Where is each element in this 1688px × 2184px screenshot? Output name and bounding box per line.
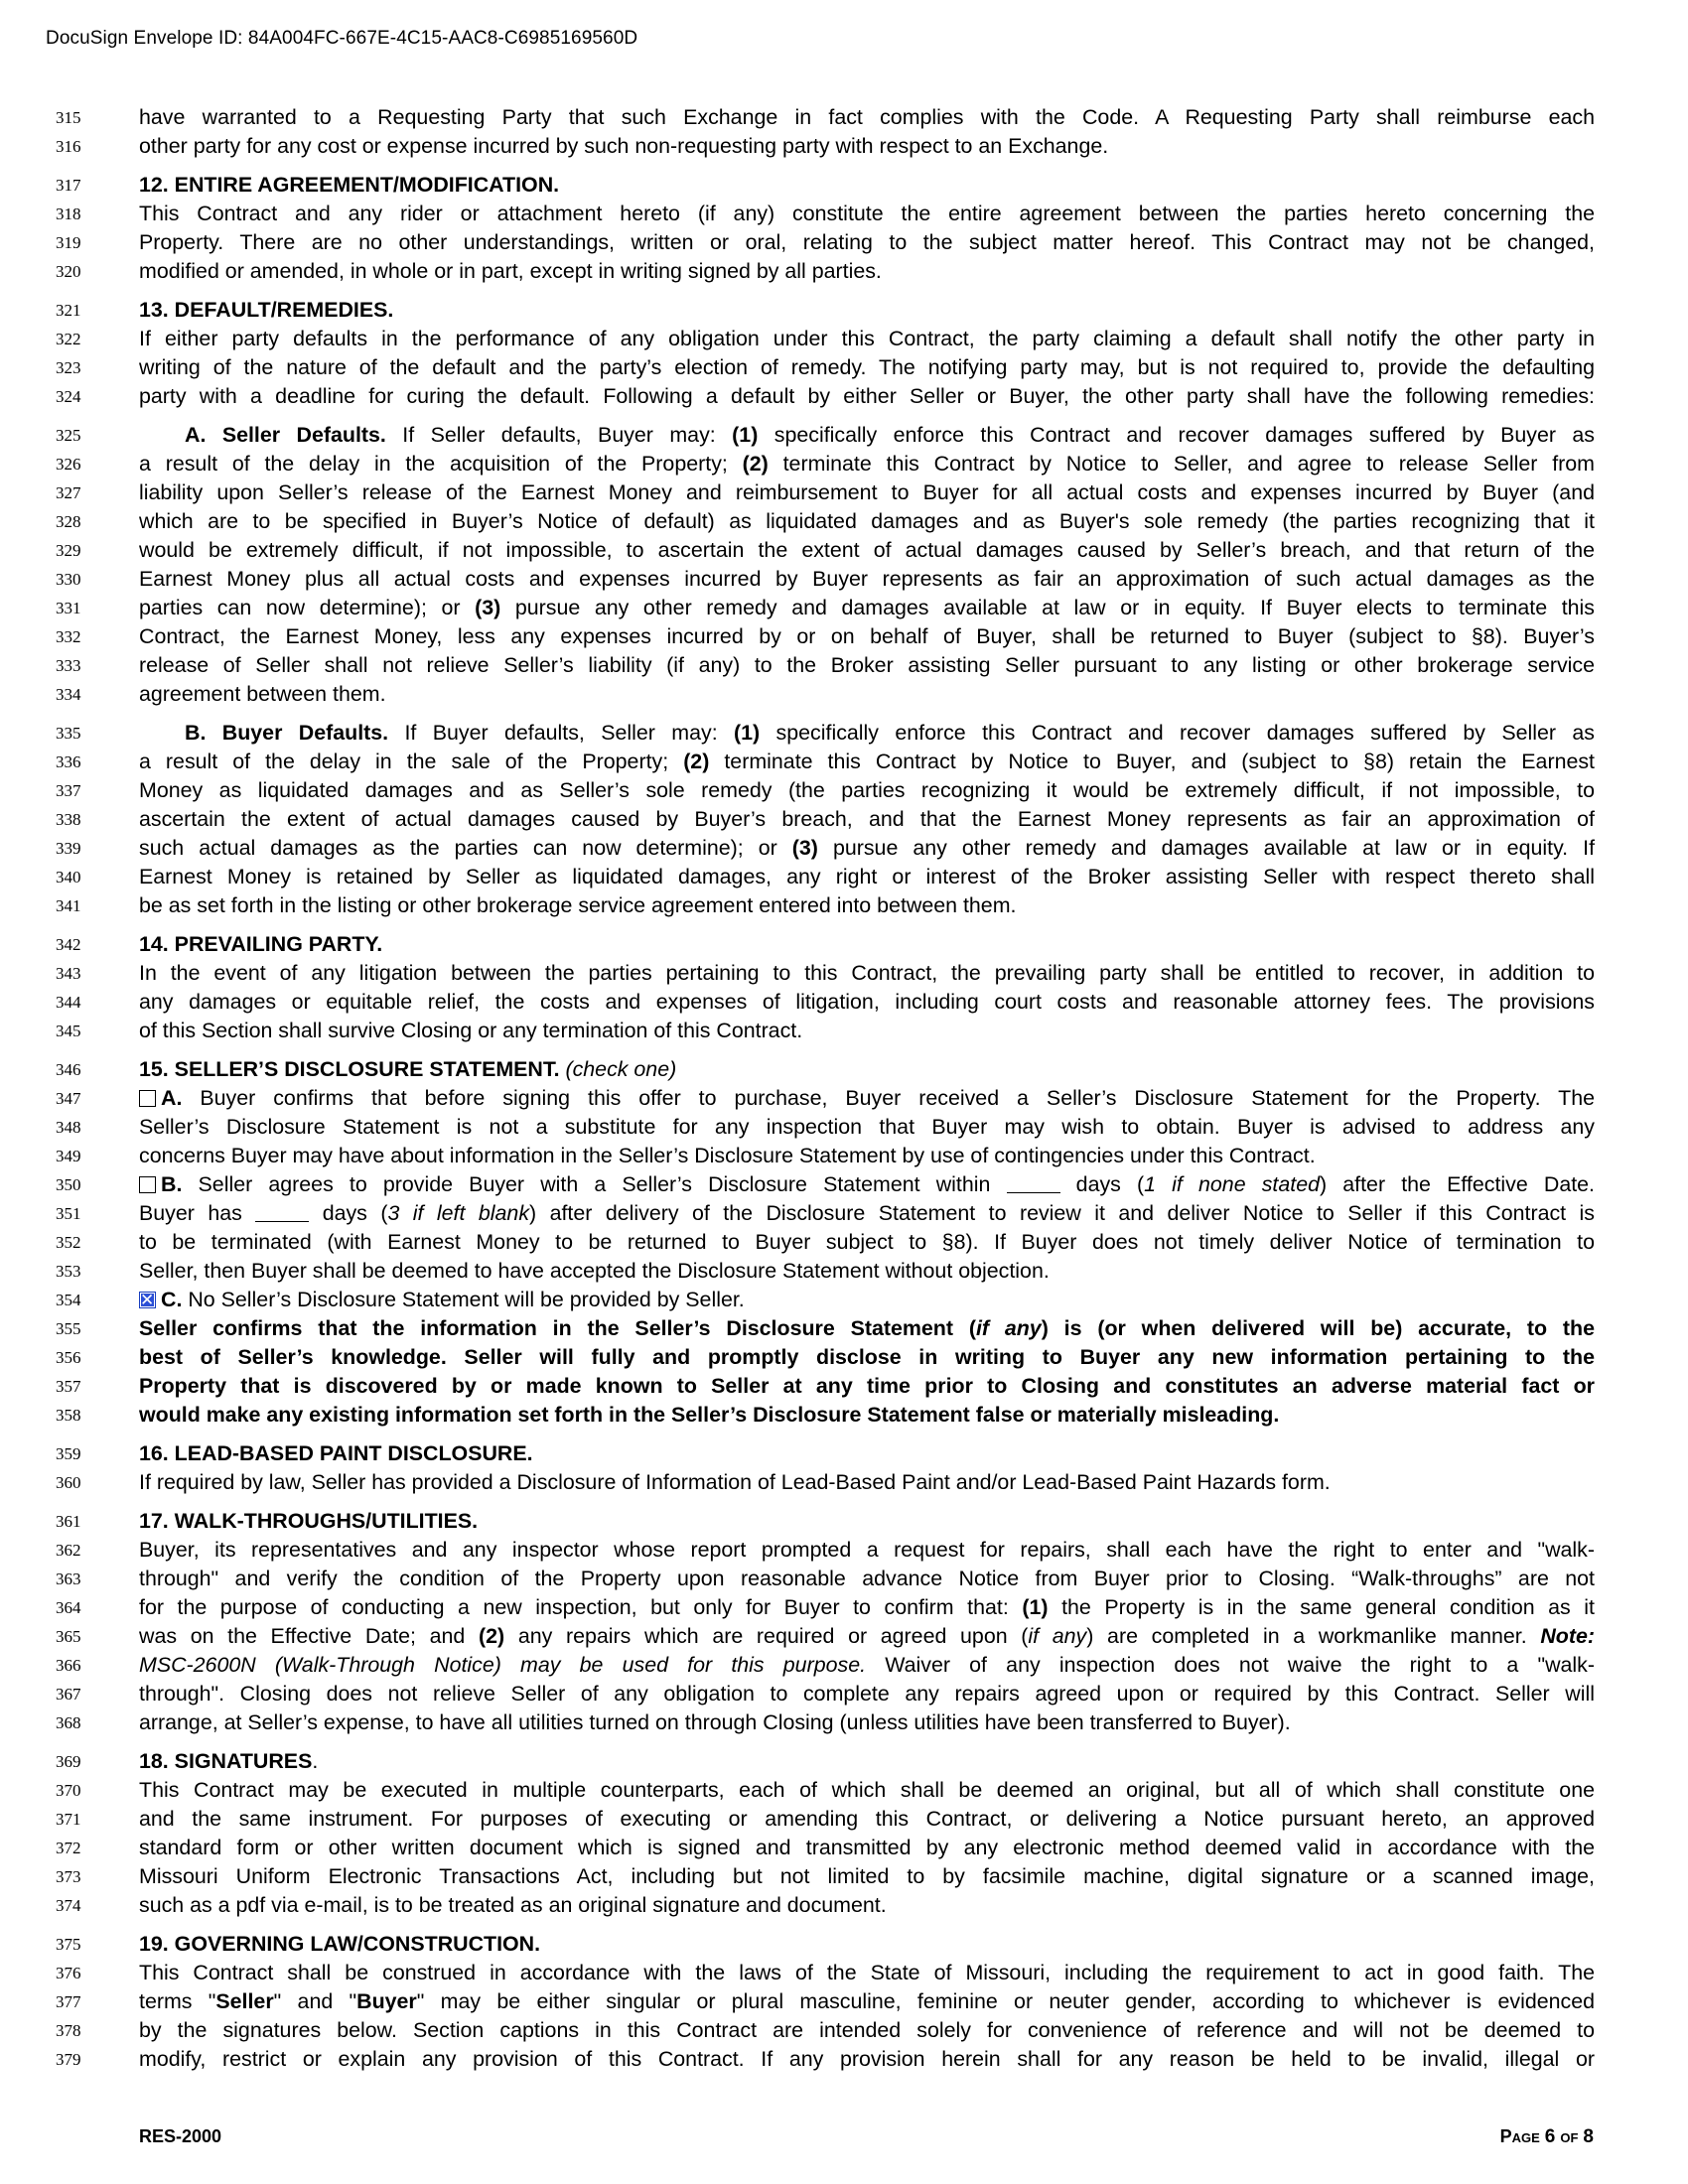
line-338: 338 ascertain the extent of actual damages caused by Buyer’s breach, and that the Earnest Money represents as fair an approximation of xyxy=(56,807,1595,831)
line-349: 349 concerns Buyer may have about information in the Seller’s Disclosure Statement by use of contingencies under this Contract. xyxy=(56,1144,1316,1167)
line-343: 343 In the event of any litigation between the parties pertaining to this Contract, the prevailing party shall be entitled to recover, in addition to xyxy=(56,961,1595,985)
line-339: 339 such actual damages as the parties can now determine); or (3) pursue any other remedy and damages available at law or in equity. If xyxy=(56,836,1596,860)
checkbox-option-a[interactable] xyxy=(139,1090,156,1107)
page-number: Page 6 of 8 xyxy=(1499,2126,1594,2147)
line-341: 341 be as set forth in the listing or other brokerage service agreement entered into between them. xyxy=(56,893,1017,917)
section-12-heading: 317 12. ENTIRE AGREEMENT/MODIFICATION. xyxy=(56,173,560,197)
line-372: 372 standard form or other written document which is signed and transmitted by any electronic method deemed valid in accordance with the xyxy=(56,1836,1595,1859)
line-319: 319 Property. There are no other understandings, written or oral, relating to the subject matter hereof. This Contract may not be changed, xyxy=(56,230,1595,254)
line-367: 367 through". Closing does not relieve Seller of any obligation to complete any repairs agreed upon or required by this Contract. Seller will xyxy=(56,1682,1595,1706)
line-358: 358 would make any existing information set forth in the Seller’s Disclosure Statement false or materially misleading. xyxy=(56,1403,1280,1427)
review-days-blank[interactable] xyxy=(255,1203,309,1222)
line-344: 344 any damages or equitable relief, the costs and expenses of litigation, including court costs and reasonable attorney fees. The provisions xyxy=(56,990,1595,1014)
line-376: 376 This Contract shall be construed in accordance with the laws of the State of Missouri, including the requirement to act in good faith. The xyxy=(56,1961,1595,1984)
contract-page xyxy=(0,103,1688,2074)
disclosure-days-blank[interactable] xyxy=(1007,1174,1060,1193)
line-336: 336 a result of the delay in the sale of the Property; (2) terminate this Contract by Notice to Buyer, and (subject to §8) retain the Earnest xyxy=(56,750,1595,773)
option-c-line: 354 ✕ C. No Seller’s Disclosure Statement will be provided by Seller. xyxy=(0,1286,1688,1314)
line-370: 370 This Contract may be executed in multiple counterparts, each of which shall be deemed an original, but all of which shall constitute one xyxy=(56,1778,1595,1802)
line-334: 334 agreement between them. xyxy=(56,682,386,706)
section-19-heading: 375 19. GOVERNING LAW/CONSTRUCTION. xyxy=(56,1932,541,1956)
line-323: 323 writing of the nature of the default and the party’s election of remedy. The notifying party may, but is not required to, provide the defaulting xyxy=(56,355,1595,379)
line-320: 320 modified or amended, in whole or in part, except in writing signed by all parties. xyxy=(56,259,882,283)
line-373: 373 Missouri Uniform Electronic Transactions Act, including but not limited to by facsimile machine, digital signature or a scanned image, xyxy=(56,1864,1595,1888)
line-351: 351 Buyer has days (3 if left blank) after delivery of the Disclosure Statement to review it and deliver Notice to Seller if this Contract is xyxy=(56,1201,1595,1225)
line-368: 368 arrange, at Seller’s expense, to have all utilities turned on through Closing (unless utilities have been transferred to Buyer). xyxy=(56,1710,1291,1734)
line-328: 328 which are to be specified in Buyer’s Notice of default) as liquidated damages and as Buyer's sole remedy (the parties recognizing that it xyxy=(56,509,1595,533)
line-318: 318 This Contract and any rider or attachment hereto (if any) constitute the entire agreement between the parties hereto concerning the xyxy=(56,202,1595,225)
line-332: 332 Contract, the Earnest Money, less any expenses incurred by or on behalf of Buyer, shall be returned to Buyer (subject to §8). Buyer’s xyxy=(56,624,1595,648)
checkbox-option-b[interactable] xyxy=(139,1176,156,1193)
section-16-heading: 359 16. LEAD-BASED PAINT DISCLOSURE. xyxy=(56,1441,533,1465)
line-374: 374 such as a pdf via e-mail, is to be treated as an original signature and document. xyxy=(56,1893,887,1917)
line-337: 337 Money as liquidated damages and as Seller’s sole remedy (the parties recognizing it would be extremely difficult, if not impossible, to xyxy=(56,778,1595,802)
line-366: 366 MSC-2600N (Walk-Through Notice) may be used for this purpose. Waiver of any inspection does not waive the right to a "walk- xyxy=(56,1653,1595,1677)
section-15-heading: 346 15. SELLER’S DISCLOSURE STATEMENT. (check one) xyxy=(56,1057,677,1081)
section-13-heading: 321 13. DEFAULT/REMEDIES. xyxy=(56,298,394,322)
line-357: 357 Property that is discovered by or made known to Seller at any time prior to Closing and constitutes an adverse material fact or xyxy=(56,1374,1595,1398)
line-345: 345 of this Section shall survive Closing or any termination of this Contract. xyxy=(56,1019,803,1042)
line-316: 316 other party for any cost or expense incurred by such non-requesting party with respect to an Exchange. xyxy=(56,134,1109,158)
section-14-heading: 342 14. PREVAILING PARTY. xyxy=(56,932,383,956)
line-326: 326 a result of the delay in the acquisition of the Property; (2) terminate this Contract by Notice to Seller, and agree to release Seller from xyxy=(56,452,1595,476)
option-a-line: 347 A. Buyer confirms that before signing this offer to purchase, Buyer received a Seller’s Disclosure Statement for the Property. The xyxy=(56,1086,1595,1110)
line-353: 353 Seller, then Buyer shall be deemed to have accepted the Disclosure Statement without objection. xyxy=(56,1259,1050,1283)
line-330: 330 Earnest Money plus all actual costs and expenses incurred by Buyer represents as fair an approximation of such actual damages as the xyxy=(56,567,1595,591)
line-355: 355 Seller confirms that the information in the Seller’s Disclosure Statement (if any) is (or when delivered will be) accurate, to the xyxy=(56,1316,1596,1340)
section-17-heading: 361 17. WALK-THROUGHS/UTILITIES. xyxy=(56,1509,479,1533)
line-324: 324 party with a deadline for curing the default. Following a default by either Seller or Buyer, the other party shall have the following remedies: xyxy=(56,384,1595,408)
checkbox-option-c[interactable] xyxy=(139,1292,156,1308)
line-363: 363 through" and verify the condition of the Property upon reasonable advance Notice from Buyer prior to Closing. “Walk-throughs” are not xyxy=(56,1567,1595,1590)
form-number: RES-2000 xyxy=(139,2126,222,2146)
line-331: 331 parties can now determine); or (3) pursue any other remedy and damages available at law or in equity. If Buyer elects to terminate this xyxy=(56,596,1596,619)
line-364: 364 for the purpose of conducting a new inspection, but only for Buyer to confirm that: (1) the Property is in the same general condition as it xyxy=(56,1595,1595,1619)
buyer-defaults-heading: 335 B. Buyer Defaults. If Buyer defaults, Seller may: (1) specifically enforce this Contract and recover damages suffered by Seller as xyxy=(56,721,1595,745)
line-360: 360 If required by law, Seller has provided a Disclosure of Information of Lead-Based Paint and/or Lead-Based Paint Hazards form. xyxy=(56,1470,1331,1494)
line-362: 362 Buyer, its representatives and any inspector whose report prompted a request for repairs, shall each have the right to enter and "walk- xyxy=(56,1538,1595,1562)
line-352: 352 to be terminated (with Earnest Money to be returned to Buyer subject to §8). If Buyer does not timely deliver Notice of termination to xyxy=(56,1230,1595,1254)
seller-defaults-heading: 325 A. Seller Defaults. If Seller defaults, Buyer may: (1) specifically enforce this Contract and recover damages suffered by Buyer as xyxy=(56,423,1595,447)
line-379: 379 modify, restrict or explain any provision of this Contract. If any provision herein shall for any reason be held to be invalid, illegal or xyxy=(56,2047,1595,2071)
line-329: 329 would be extremely difficult, if not impossible, to ascertain the extent of actual damages caused by Seller’s breach, and that return of the xyxy=(56,538,1595,562)
line-365: 365 was on the Effective Date; and (2) any repairs which are required or agreed upon (if any) are completed in a workmanlike manner. Note: xyxy=(56,1624,1595,1648)
line-327: 327 liability upon Seller’s release of the Earnest Money and reimbursement to Buyer for all actual costs and expenses incurred by Buyer (and xyxy=(56,480,1595,504)
line-315: 315 have warranted to a Requesting Party that such Exchange in fact complies with the Code. A Requesting Party shall reimburse each xyxy=(56,105,1595,129)
line-348: 348 Seller’s Disclosure Statement is not a substitute for any inspection that Buyer may wish to obtain. Buyer is advised to address any xyxy=(56,1115,1595,1139)
line-333: 333 release of Seller shall not relieve Seller’s liability (if any) to the Broker assisting Seller pursuant to any listing or other brokerage service xyxy=(56,653,1595,677)
line-371: 371 and the same instrument. For purposes of executing or amending this Contract, or delivering a Notice pursuant hereto, an approved xyxy=(56,1807,1595,1831)
docusign-envelope-id: DocuSign Envelope ID: 84A004FC-667E-4C15-AAC8-C6985169560D xyxy=(46,28,638,49)
line-378: 378 by the signatures below. Section captions in this Contract are intended solely for convenience of reference and will not be deemed to xyxy=(56,2018,1595,2042)
line-340: 340 Earnest Money is retained by Seller as liquidated damages, any right or interest of the Broker assisting Seller with respect thereto shall xyxy=(56,865,1595,888)
line-322: 322 If either party defaults in the performance of any obligation under this Contract, the party claiming a default shall notify the other party in xyxy=(56,327,1595,350)
section-18-heading: 369 18. SIGNATURES. xyxy=(56,1749,319,1773)
line-356: 356 best of Seller’s knowledge. Seller will fully and promptly disclose in writing to Buyer any new information pertaining to the xyxy=(56,1345,1595,1369)
option-b-line: 350 B. Seller agrees to provide Buyer with a Seller’s Disclosure Statement within days (1 if none stated) after the Effective Date. xyxy=(56,1172,1595,1196)
line-377: 377 terms "Seller" and "Buyer" may be either singular or plural masculine, feminine or neuter gender, according to whichever is evidenced xyxy=(56,1989,1596,2013)
